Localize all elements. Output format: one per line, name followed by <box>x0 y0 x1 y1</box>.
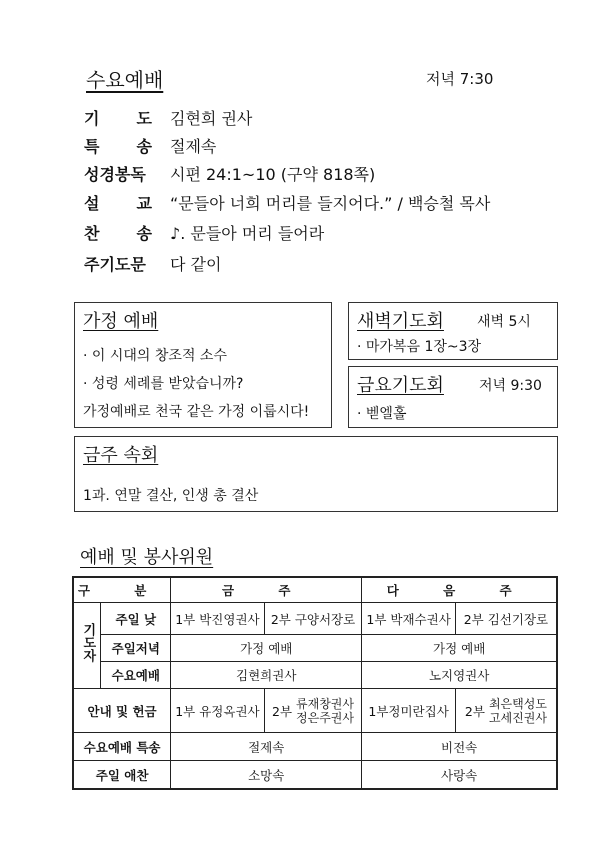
dawn-prayer-time: 새벽 5시 <box>477 314 531 330</box>
weekly-meeting-title: 금주 속회 <box>83 445 159 466</box>
cell-this-week: 1부 박진영권사 <box>171 603 265 634</box>
order-value: ♪. 문들아 머리 들어라 <box>170 223 325 243</box>
order-value: 김현희 권사 <box>170 108 253 128</box>
table-header-category: 구 분 <box>73 577 171 603</box>
order-row-special-song <box>84 132 216 158</box>
table-header-this-week: 금 주 <box>171 577 362 603</box>
friday-prayer-box <box>348 366 558 428</box>
dawn-prayer-line: · 마가복음 1장~3장 <box>357 339 482 355</box>
row-label-sunday-evening: 주일저녁 <box>101 634 171 661</box>
row-label-sunday-day: 주일 낮 <box>101 603 171 634</box>
cell-this-week: 1부 유정옥권사 <box>171 688 265 732</box>
names-stack: 류재창권사 정은주권사 <box>296 696 354 725</box>
names-stack: 최은택성도 고세진권사 <box>488 696 547 725</box>
cell-this-week: 2부 구양서장로 <box>264 603 362 634</box>
table-header-next-week: 다 음 주 <box>362 577 557 603</box>
cell-next-week <box>455 688 557 732</box>
weekly-meeting-box <box>74 436 558 512</box>
service-staff-table <box>72 576 558 790</box>
row-label-wednesday: 수요예배 <box>101 661 171 688</box>
order-label: 설 교 <box>84 193 152 213</box>
cell-this-week: 김현희권사 <box>171 661 362 688</box>
part-label: 2부 <box>464 703 485 719</box>
cell-next-week: 사랑속 <box>362 761 557 789</box>
wednesday-service-title: 수요예배 <box>86 68 164 92</box>
order-row-hymn <box>84 219 324 245</box>
order-label: 성경봉독 <box>84 164 146 184</box>
row-label-wednesday-special: 수요예배 특송 <box>73 733 171 761</box>
family-worship-line: · 성령 세례를 받았습니까? <box>83 376 244 392</box>
row-label-sunday-meal: 주일 애찬 <box>73 761 171 789</box>
cell-next-week: 1부정미란집사 <box>362 688 456 732</box>
order-label: 찬 송 <box>84 223 152 243</box>
dawn-prayer-box <box>348 302 558 360</box>
service-staff-title: 예배 및 봉사위원 <box>80 547 214 568</box>
cell-this-week: 소망속 <box>171 761 362 789</box>
order-value: 다 같이 <box>170 254 222 274</box>
cell-next-week: 비전속 <box>362 733 557 761</box>
part-label: 2부 <box>272 703 293 719</box>
friday-prayer-title: 금요기도회 <box>357 375 444 396</box>
cell-next-week: 노지영권사 <box>362 661 557 688</box>
order-row-scripture <box>84 160 375 186</box>
order-value: 시편 24:1~10 (구약 818쪽) <box>170 164 376 184</box>
family-worship-box <box>74 302 332 428</box>
friday-prayer-time: 저녁 9:30 <box>479 378 542 394</box>
family-worship-line: · 이 시대의 창조적 소수 <box>83 348 227 364</box>
order-row-lords-prayer <box>84 250 221 276</box>
order-label: 주기도문 <box>84 254 146 274</box>
friday-prayer-line: · 벧엘홀 <box>357 406 407 422</box>
cell-this-week <box>264 688 362 732</box>
order-label: 기 도 <box>84 108 152 128</box>
wednesday-service-time: 저녁 7:30 <box>426 70 494 88</box>
order-value: “문들아 너희 머리를 들지어다.” / 백승철 목사 <box>170 193 491 213</box>
cell-this-week: 절제속 <box>171 733 362 761</box>
family-worship-line: 가정예배로 천국 같은 가정 이룹시다! <box>83 404 310 420</box>
order-row-prayer <box>84 104 252 130</box>
cell-next-week: 2부 김선기장로 <box>455 603 557 634</box>
order-row-sermon <box>84 189 490 215</box>
order-label: 특 송 <box>84 136 152 156</box>
row-label-usher: 안내 및 헌금 <box>73 688 171 732</box>
dawn-prayer-title: 새벽기도회 <box>357 311 444 332</box>
order-value: 절제속 <box>170 136 217 156</box>
family-worship-title: 가정 예배 <box>83 311 159 332</box>
weekly-meeting-line: 1과. 연말 결산, 인생 총 결산 <box>83 488 259 504</box>
prayer-group-label: 기도자 <box>73 603 101 688</box>
cell-next-week: 가정 예배 <box>362 634 557 661</box>
cell-this-week: 가정 예배 <box>171 634 362 661</box>
cell-next-week: 1부 박재수권사 <box>362 603 456 634</box>
